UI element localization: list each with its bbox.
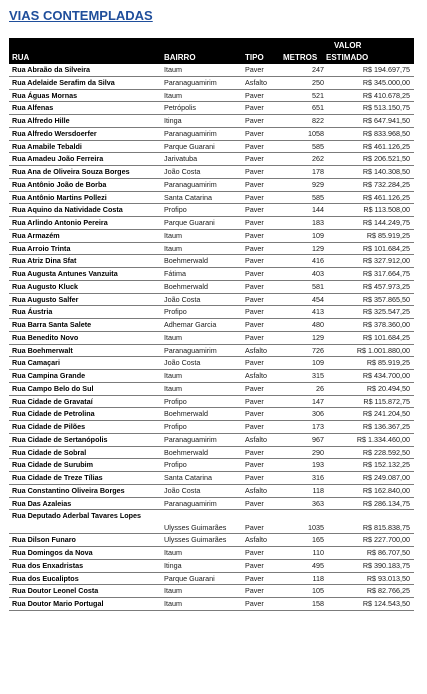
table-row <box>9 383 414 396</box>
cell-metros: 193 <box>312 460 324 470</box>
cell-valor: R$ 249.087,00 <box>362 473 410 482</box>
cell-rua: Rua Águas Mornas <box>12 90 78 100</box>
cell-valor: R$ 85.919,25 <box>366 358 410 368</box>
table-row <box>9 396 414 409</box>
cell-metros: 315 <box>312 371 324 380</box>
table-row <box>9 255 414 268</box>
cell-tipo: Paver <box>245 281 264 291</box>
cell-bairro: Boehmerwald <box>164 256 208 266</box>
cell-rua: Rua dos Enxadristas <box>12 560 84 570</box>
cell-tipo: Paver <box>245 548 264 557</box>
cell-tipo: Paver <box>245 422 264 431</box>
cell-valor: R$ 325.547,25 <box>362 307 410 317</box>
table-body <box>9 64 414 611</box>
table-row <box>9 510 414 534</box>
cell-rua: Rua Cidade de Sertanópolis <box>12 434 108 444</box>
cell-rua: Rua Cidade de Sobral <box>12 447 87 457</box>
cell-tipo: Paver <box>245 307 264 317</box>
cell-rua: Rua Cidade de Surubim <box>12 460 94 470</box>
cell-bairro: Paranaguamirim <box>164 179 217 189</box>
cell-metros: 178 <box>312 167 324 176</box>
cell-tipo: Paver <box>245 409 264 419</box>
cell-valor: R$ 732.284,25 <box>362 179 410 189</box>
cell-rua: Rua Arlindo Antonio Pereira <box>12 218 108 227</box>
cell-rua: Rua Alfredo Hille <box>12 116 70 125</box>
cell-bairro: Ulysses Guimarães <box>164 523 227 533</box>
cell-rua: Rua Campina Grande <box>12 371 86 380</box>
cell-valor: R$ 513.150,75 <box>362 103 410 113</box>
cell-metros: 173 <box>312 422 324 431</box>
cell-valor: R$ 390.183,75 <box>362 560 410 570</box>
cell-rua: Rua Atriz Dina Sfat <box>12 256 77 266</box>
cell-tipo: Paver <box>245 179 264 189</box>
cell-tipo: Paver <box>245 116 264 125</box>
cell-metros: 585 <box>312 192 324 202</box>
cell-bairro: Santa Catarina <box>164 192 212 202</box>
cell-rua: Rua Domingos da Nova <box>12 548 93 557</box>
cell-valor: R$ 101.684,25 <box>362 332 410 342</box>
cell-bairro: Itaum <box>164 90 182 100</box>
cell-bairro: Paranaguamirim <box>164 498 217 508</box>
cell-valor: R$ 124.543,50 <box>362 599 410 608</box>
cell-valor: R$ 144.249,75 <box>362 218 410 227</box>
cell-tipo: Paver <box>245 128 264 138</box>
cell-tipo: Paver <box>245 473 264 482</box>
table-row <box>9 243 414 256</box>
cell-rua: Rua Aquino da Natividade Costa <box>12 205 123 215</box>
cell-bairro: Jarivatuba <box>164 154 198 164</box>
cell-bairro: Parque Guarani <box>164 141 215 151</box>
table-row <box>9 77 414 90</box>
table-row <box>9 90 414 103</box>
cell-metros: 521 <box>312 90 324 100</box>
cell-tipo: Asfalto <box>245 535 267 545</box>
cell-rua: Rua Constantino Oliveira Borges <box>12 485 125 495</box>
cell-metros: 118 <box>312 485 324 495</box>
cell-tipo: Asfalto <box>245 345 267 355</box>
cell-rua: Rua dos Eucaliptos <box>12 573 79 583</box>
cell-metros: 726 <box>312 345 324 355</box>
cell-tipo: Paver <box>245 320 264 329</box>
cell-rua: Rua Alfredo Wersdoerfer <box>12 128 97 138</box>
header-estimado: ESTIMADO <box>326 53 369 62</box>
cell-valor: R$ 378.360,00 <box>362 320 410 329</box>
cell-bairro: Itaum <box>164 548 182 557</box>
cell-valor: R$ 194.697,75 <box>362 65 410 74</box>
cell-metros: 247 <box>312 65 324 74</box>
cell-rua: Rua Cidade de Petrolina <box>12 409 95 419</box>
cell-metros: 147 <box>312 396 324 406</box>
header-metros: METROS <box>283 53 318 62</box>
cell-tipo: Paver <box>245 447 264 457</box>
cell-rua: Rua Arroio Trinta <box>12 243 71 253</box>
cell-rua: Rua Ana de Oliveira Souza Borges <box>12 167 130 176</box>
header-tipo: TIPO <box>245 53 264 62</box>
cell-tipo: Paver <box>245 358 264 368</box>
table-row <box>9 141 414 154</box>
cell-valor: R$ 206.521,50 <box>362 154 410 164</box>
cell-bairro: Petrópolis <box>164 103 196 113</box>
table-row <box>9 598 414 611</box>
table-row <box>9 192 414 205</box>
table-row <box>9 268 414 281</box>
cell-tipo: Asfalto <box>245 434 267 444</box>
cell-metros: 105 <box>312 586 324 596</box>
header-rua: RUA <box>12 53 30 62</box>
cell-metros: 118 <box>312 573 324 583</box>
table-row <box>9 294 414 307</box>
table-row <box>9 434 414 447</box>
cell-metros: 110 <box>312 548 324 557</box>
cell-tipo: Paver <box>245 294 264 304</box>
cell-bairro: João Costa <box>164 167 201 176</box>
cell-tipo: Asfalto <box>245 77 267 87</box>
cell-valor: R$ 85.919,25 <box>366 230 410 240</box>
cell-bairro: Itaum <box>164 230 182 240</box>
table-row <box>9 345 414 358</box>
cell-metros: 1035 <box>308 523 324 533</box>
vias-table <box>9 38 414 611</box>
cell-valor: R$ 82.766,25 <box>366 586 410 596</box>
cell-metros: 26 <box>316 383 324 393</box>
cell-metros: 144 <box>312 205 324 215</box>
cell-valor: R$ 115.872,75 <box>363 396 410 406</box>
cell-bairro: Itinga <box>164 116 182 125</box>
table-row <box>9 306 414 319</box>
cell-metros: 822 <box>312 116 324 125</box>
table-row <box>9 547 414 560</box>
cell-metros: 250 <box>312 77 324 87</box>
cell-bairro: Profipo <box>164 422 187 431</box>
table-row <box>9 64 414 77</box>
cell-tipo: Paver <box>245 192 264 202</box>
cell-tipo: Paver <box>245 498 264 508</box>
cell-valor: R$ 434.700,00 <box>362 371 410 380</box>
cell-metros: 651 <box>312 103 324 113</box>
table-row <box>9 332 414 345</box>
cell-tipo: Paver <box>245 523 264 533</box>
cell-metros: 158 <box>312 599 324 608</box>
cell-bairro: Parque Guarani <box>164 218 215 227</box>
cell-bairro: Santa Catarina <box>164 473 212 482</box>
cell-metros: 929 <box>312 179 324 189</box>
cell-tipo: Paver <box>245 230 264 240</box>
table-row <box>9 204 414 217</box>
cell-tipo: Paver <box>245 243 264 253</box>
cell-tipo: Paver <box>245 90 264 100</box>
cell-rua: Rua Augusto Salfer <box>12 294 79 304</box>
cell-metros: 403 <box>312 269 324 278</box>
cell-metros: 262 <box>312 154 324 164</box>
cell-metros: 1058 <box>308 128 324 138</box>
cell-rua: Rua Doutor Leonel Costa <box>12 586 99 596</box>
header-valor: VALOR <box>334 41 362 50</box>
cell-tipo: Asfalto <box>245 485 267 495</box>
cell-rua: Rua Boehmerwalt <box>12 345 73 355</box>
cell-bairro: Fátima <box>164 269 186 278</box>
cell-bairro: Itaum <box>164 383 182 393</box>
table-row <box>9 115 414 128</box>
cell-rua: Rua Abraão da Silveira <box>12 65 91 74</box>
cell-metros: 109 <box>312 230 324 240</box>
cell-valor: R$ 136.367,25 <box>362 422 410 431</box>
cell-rua: Rua Doutor Mario Portugal <box>12 599 104 608</box>
table-row <box>9 319 414 332</box>
table-row <box>9 573 414 586</box>
cell-tipo: Paver <box>245 218 264 227</box>
cell-bairro: Parque Guarani <box>164 573 215 583</box>
cell-bairro: Profipo <box>164 205 187 215</box>
cell-bairro: João Costa <box>164 358 201 368</box>
cell-metros: 306 <box>312 409 324 419</box>
cell-tipo: Paver <box>245 205 264 215</box>
cell-metros: 585 <box>312 141 324 151</box>
cell-tipo: Paver <box>245 256 264 266</box>
cell-valor: R$ 241.204,50 <box>362 409 410 419</box>
cell-valor: R$ 113.508,00 <box>363 205 410 215</box>
cell-tipo: Asfalto <box>245 371 267 380</box>
cell-valor: R$ 345.000,00 <box>362 77 410 87</box>
cell-bairro: Profipo <box>164 396 187 406</box>
table-row <box>9 217 414 230</box>
table-row <box>9 230 414 243</box>
cell-rua: Rua Augusta Antunes Vanzuita <box>12 269 118 278</box>
header-bairro: BAIRRO <box>164 53 196 62</box>
cell-bairro: Boehmerwald <box>164 409 208 419</box>
cell-rua: Rua Benedito Novo <box>12 332 79 342</box>
cell-bairro: Itinga <box>164 560 182 570</box>
cell-valor: R$ 228.592,50 <box>362 447 410 457</box>
cell-metros: 183 <box>312 218 324 227</box>
cell-tipo: Paver <box>245 141 264 151</box>
cell-bairro: Profipo <box>164 307 187 317</box>
cell-rua: Rua Cidade de Gravataí <box>12 396 93 406</box>
cell-metros: 129 <box>312 332 324 342</box>
cell-bairro: Itaum <box>164 332 182 342</box>
table-row <box>9 357 414 370</box>
cell-bairro: Itaum <box>164 371 182 380</box>
cell-valor: R$ 457.973,25 <box>362 281 410 291</box>
cell-metros: 480 <box>312 320 324 329</box>
cell-tipo: Paver <box>245 560 264 570</box>
table-row <box>9 281 414 294</box>
cell-valor: R$ 286.134,75 <box>362 498 410 508</box>
cell-bairro: Itaum <box>164 599 182 608</box>
cell-valor: R$ 162.840,00 <box>362 485 410 495</box>
cell-tipo: Paver <box>245 167 264 176</box>
cell-bairro: Boehmerwald <box>164 281 208 291</box>
cell-rua: Rua Augusto Kluck <box>12 281 79 291</box>
cell-bairro: Itaum <box>164 243 182 253</box>
cell-bairro: Ulysses Guimarães <box>164 535 227 545</box>
cell-valor: R$ 1.001.880,00 <box>356 345 410 355</box>
cell-valor: R$ 227.700,00 <box>362 535 410 545</box>
cell-valor: R$ 647.941,50 <box>362 116 410 125</box>
cell-bairro: Paranaguamirim <box>164 434 217 444</box>
table-row <box>9 153 414 166</box>
table-row <box>9 421 414 434</box>
cell-rua: Rua Campo Belo do Sul <box>12 383 94 393</box>
cell-rua: Rua Barra Santa Salete <box>12 320 92 329</box>
cell-valor: R$ 833.968,50 <box>362 128 410 138</box>
cell-valor: R$ 140.308,50 <box>362 167 410 176</box>
cell-tipo: Paver <box>245 269 264 278</box>
cell-rua: Rua Alfenas <box>12 103 54 113</box>
table-row <box>9 408 414 421</box>
cell-metros: 581 <box>312 281 324 291</box>
cell-rua: Rua Deputado Aderbal Tavares Lopes <box>12 511 142 521</box>
cell-tipo: Paver <box>245 586 264 596</box>
cell-metros: 413 <box>312 307 324 317</box>
cell-bairro: Itaum <box>164 65 182 74</box>
cell-tipo: Paver <box>245 154 264 164</box>
cell-metros: 290 <box>312 447 324 457</box>
cell-valor: R$ 20.494,50 <box>366 383 410 393</box>
cell-rua: Rua Das Azaleias <box>12 498 72 508</box>
table-row <box>9 102 414 115</box>
cell-bairro: Itaum <box>164 586 182 596</box>
cell-rua: Rua Dilson Funaro <box>12 535 76 545</box>
cell-metros: 416 <box>312 256 324 266</box>
cell-valor: R$ 317.664,75 <box>362 269 410 278</box>
cell-valor: R$ 410.678,25 <box>362 90 410 100</box>
cell-bairro: Paranaguamirim <box>164 128 217 138</box>
cell-metros: 129 <box>312 243 324 253</box>
cell-valor: R$ 461.126,25 <box>362 141 410 151</box>
table-row <box>9 166 414 179</box>
cell-metros: 363 <box>312 498 324 508</box>
cell-valor: R$ 327.912,00 <box>362 256 410 266</box>
cell-bairro: Profipo <box>164 460 187 470</box>
cell-tipo: Paver <box>245 599 264 608</box>
cell-rua: Rua Cidade de Pilões <box>12 422 86 431</box>
cell-tipo: Paver <box>245 332 264 342</box>
cell-bairro: João Costa <box>164 485 201 495</box>
cell-rua: Rua Amabile Tebaldi <box>12 141 82 151</box>
cell-metros: 109 <box>312 358 324 368</box>
table-row <box>9 370 414 383</box>
cell-bairro: João Costa <box>164 294 201 304</box>
cell-valor: R$ 101.684,25 <box>362 243 410 253</box>
cell-rua: Rua Antônio João de Borba <box>12 179 107 189</box>
cell-valor: R$ 461.126,25 <box>362 192 410 202</box>
cell-rua: Rua Camaçari <box>12 358 60 368</box>
cell-metros: 454 <box>312 294 324 304</box>
table-header <box>9 38 414 64</box>
cell-tipo: Paver <box>245 65 264 74</box>
cell-tipo: Paver <box>245 460 264 470</box>
table-row <box>9 447 414 460</box>
table-row <box>9 498 414 511</box>
cell-rua: Rua Armazém <box>12 230 60 240</box>
table-row <box>9 560 414 573</box>
table-row <box>9 534 414 547</box>
cell-metros: 165 <box>312 535 324 545</box>
cell-rua: Rua Áustria <box>12 307 53 317</box>
cell-tipo: Paver <box>245 396 264 406</box>
page-title: VIAS CONTEMPLADAS <box>9 8 153 23</box>
cell-valor: R$ 93.013,50 <box>366 573 410 583</box>
cell-rua: Rua Antônio Martins Pollezi <box>12 192 107 202</box>
cell-rua: Rua Adelaide Serafim da Silva <box>12 77 115 87</box>
table-row <box>9 128 414 141</box>
cell-bairro: Boehmerwald <box>164 447 208 457</box>
cell-bairro: Paranaguamirim <box>164 77 217 87</box>
table-row <box>9 485 414 498</box>
cell-rua: Rua Cidade de Treze Tílias <box>12 473 103 482</box>
table-row <box>9 472 414 485</box>
table-row <box>9 585 414 598</box>
cell-valor: R$ 1.334.460,00 <box>356 434 410 444</box>
cell-metros: 316 <box>312 473 324 482</box>
cell-valor: R$ 815.838,75 <box>362 523 410 533</box>
cell-tipo: Paver <box>245 103 264 113</box>
cell-bairro: Paranaguamirim <box>164 345 217 355</box>
cell-tipo: Paver <box>245 573 264 583</box>
cell-valor: R$ 152.132,25 <box>362 460 410 470</box>
cell-valor: R$ 86.707,50 <box>366 548 410 557</box>
cell-bairro: Adhemar Garcia <box>164 320 217 329</box>
cell-metros: 495 <box>312 560 324 570</box>
cell-tipo: Paver <box>245 383 264 393</box>
cell-metros: 967 <box>312 434 324 444</box>
table-row <box>9 179 414 192</box>
cell-rua: Rua Amadeu João Ferreira <box>12 154 104 164</box>
cell-valor: R$ 357.865,50 <box>362 294 410 304</box>
table-row <box>9 459 414 472</box>
